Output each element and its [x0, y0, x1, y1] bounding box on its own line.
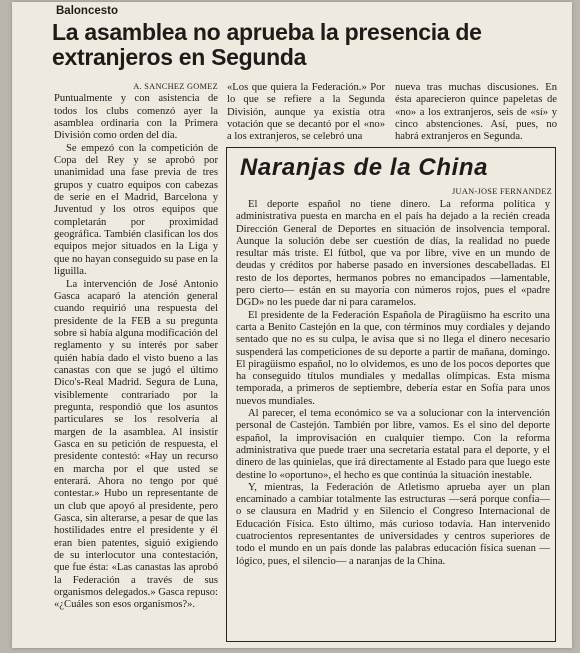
opinion-paragraph: El presidente de la Federación Española de Piragüismo ha escrito una carta a Benito Castejón en la que, con términos muy cordiales y dejando sentado que no es su culpa, le avisa que si no llega el dinero necesario suspenderá las competiciones de su deporte a partir de mañana, domingo. El piragüismo español, no lo olvidemos, es uno de los pocos deportes que ha conseguido títulos mundiales y medallas olímpicas. Esta misma temporada, a primeros de septiembre, debería estar en Sofía para unos nuevos mundiales.	[236, 309, 550, 407]
article-column-2	[227, 82, 385, 144]
opinion-byline: JUAN-JOSE FERNANDEZ	[452, 187, 552, 196]
section-label: Baloncesto	[56, 5, 118, 17]
opinion-title: Naranjas de la China	[240, 154, 489, 181]
article-byline: A. SANCHEZ GOMEZ	[133, 82, 218, 91]
article-column-1	[54, 81, 218, 612]
opinion-paragraph: Y, mientras, la Federación de Atletismo aprueba ayer un plan encaminado a cambiar totalmente las estructuras —será porque confía— o se clausura en Madrid y en Silencio el Congreso Internacional de Educación Física. Esto último, más curioso todavía. Han intervenido cuatrocientos representantes de universidades y centros superiores de todo el mundo en un país donde las palabras educación física suenan —lógico, pues, el silencio— a naranjas de la China.	[236, 481, 550, 567]
opinion-paragraph: Al parecer, el tema económico se va a solucionar con la intervención personal de Castejón. También por libre, vamos. Es el sino del deporte español, la improvisación en cualquier tiempo. Con la reforma administrativa que puede traer una secretaría estatal para el deporte, y el dinero de las quinielas, que irá directamente al Estado para que luego este destine lo «oportuno», el hecho es que continúa la situación inestable.	[236, 408, 550, 481]
opinion-body	[236, 199, 550, 568]
opinion-paragraph: El deporte español no tiene dinero. La reforma política y administrativa puesta en marcha en el país ha dejado a la recién creada Dirección General de Deportes en situación de insolvencia temporal. Aunque la solución debe ser cuestión de días, la realidad no puede resultar más triste. El fútbol, que va por libre, vive en un mundo de deudas y créditos por haberse pasado en inversiones descabelladas. El resto de los deportes, hermanos pobres no emancipados —lamentable, pero cierto— están en su mayoría con números rojos, pues el «padre DGD» no les puede dar ni para caramelos.	[236, 199, 550, 309]
newspaper-clipping	[12, 2, 572, 648]
headline: La asamblea no aprueba la presencia de extranjeros en Segunda	[52, 19, 482, 70]
article-paragraph: «Los que quiera la Federación.» Por lo que se refiere a la Segunda División, aunque ya existía otra votación que se decantó por el «no» a los extranjeros, se celebró una	[227, 82, 385, 143]
article-paragraph: Puntualmente y con asistencia de todos los clubs comenzó ayer la asamblea ordinaria con la Primera División como orden del día.	[54, 93, 218, 142]
article-paragraph: La intervención de José Antonio Gasca acaparó la atención general cuando requirió una respuesta del presidente de la FEB a su pregunta sobre si había alguna modificación del reglamento y su interés por saber quién había dado el visto bueno a las canastas con que se jugó el último Dico's-Real Madrid. Segura de Luna, visiblemente contrariado por la pregunta, respondió que los asuntos particulares se los resolvería al margen de la asamblea. Al insistir Gasca en su petición de respuesta, el presidente contestó: «Hay un recurso en marcha por el que usted se enterará. Ahora no tengo por qué contestar.» Hubo un representante de un club que apoyó al presidente, pero Gasca, sin alterarse, a pesar de que las hostilidades entre el presidente y él eran bien patentes, siguió exigiendo de su interlocutor una contestación, que fue ésta: «Las canastas las aprobó la Federación a través de sus organismos delegados.» Gasca repuso: «¿Cuáles son esos organismos?».	[54, 278, 218, 611]
article-paragraph: nueva tras muchas discusiones. En ésta aparecieron quince papeletas de «no» a los extranjeros, seis de «sí» y cinco abstenciones. Así, pues, no habrá extranjeros en Segunda.	[395, 82, 557, 143]
article-column-3	[395, 82, 557, 144]
article-paragraph: Se empezó con la competición de Copa del Rey y se aprobó por unanimidad una fase previa de tres grupos y cuatro equipos con cabezas de serie en el Madrid, Barcelona y Juventud y los otros equipos que completarán por proximidad geográfica. También clasifican los dos equipos mejor situados en la Liga y que no hayan conseguido su pase en la liguilla.	[54, 142, 218, 278]
